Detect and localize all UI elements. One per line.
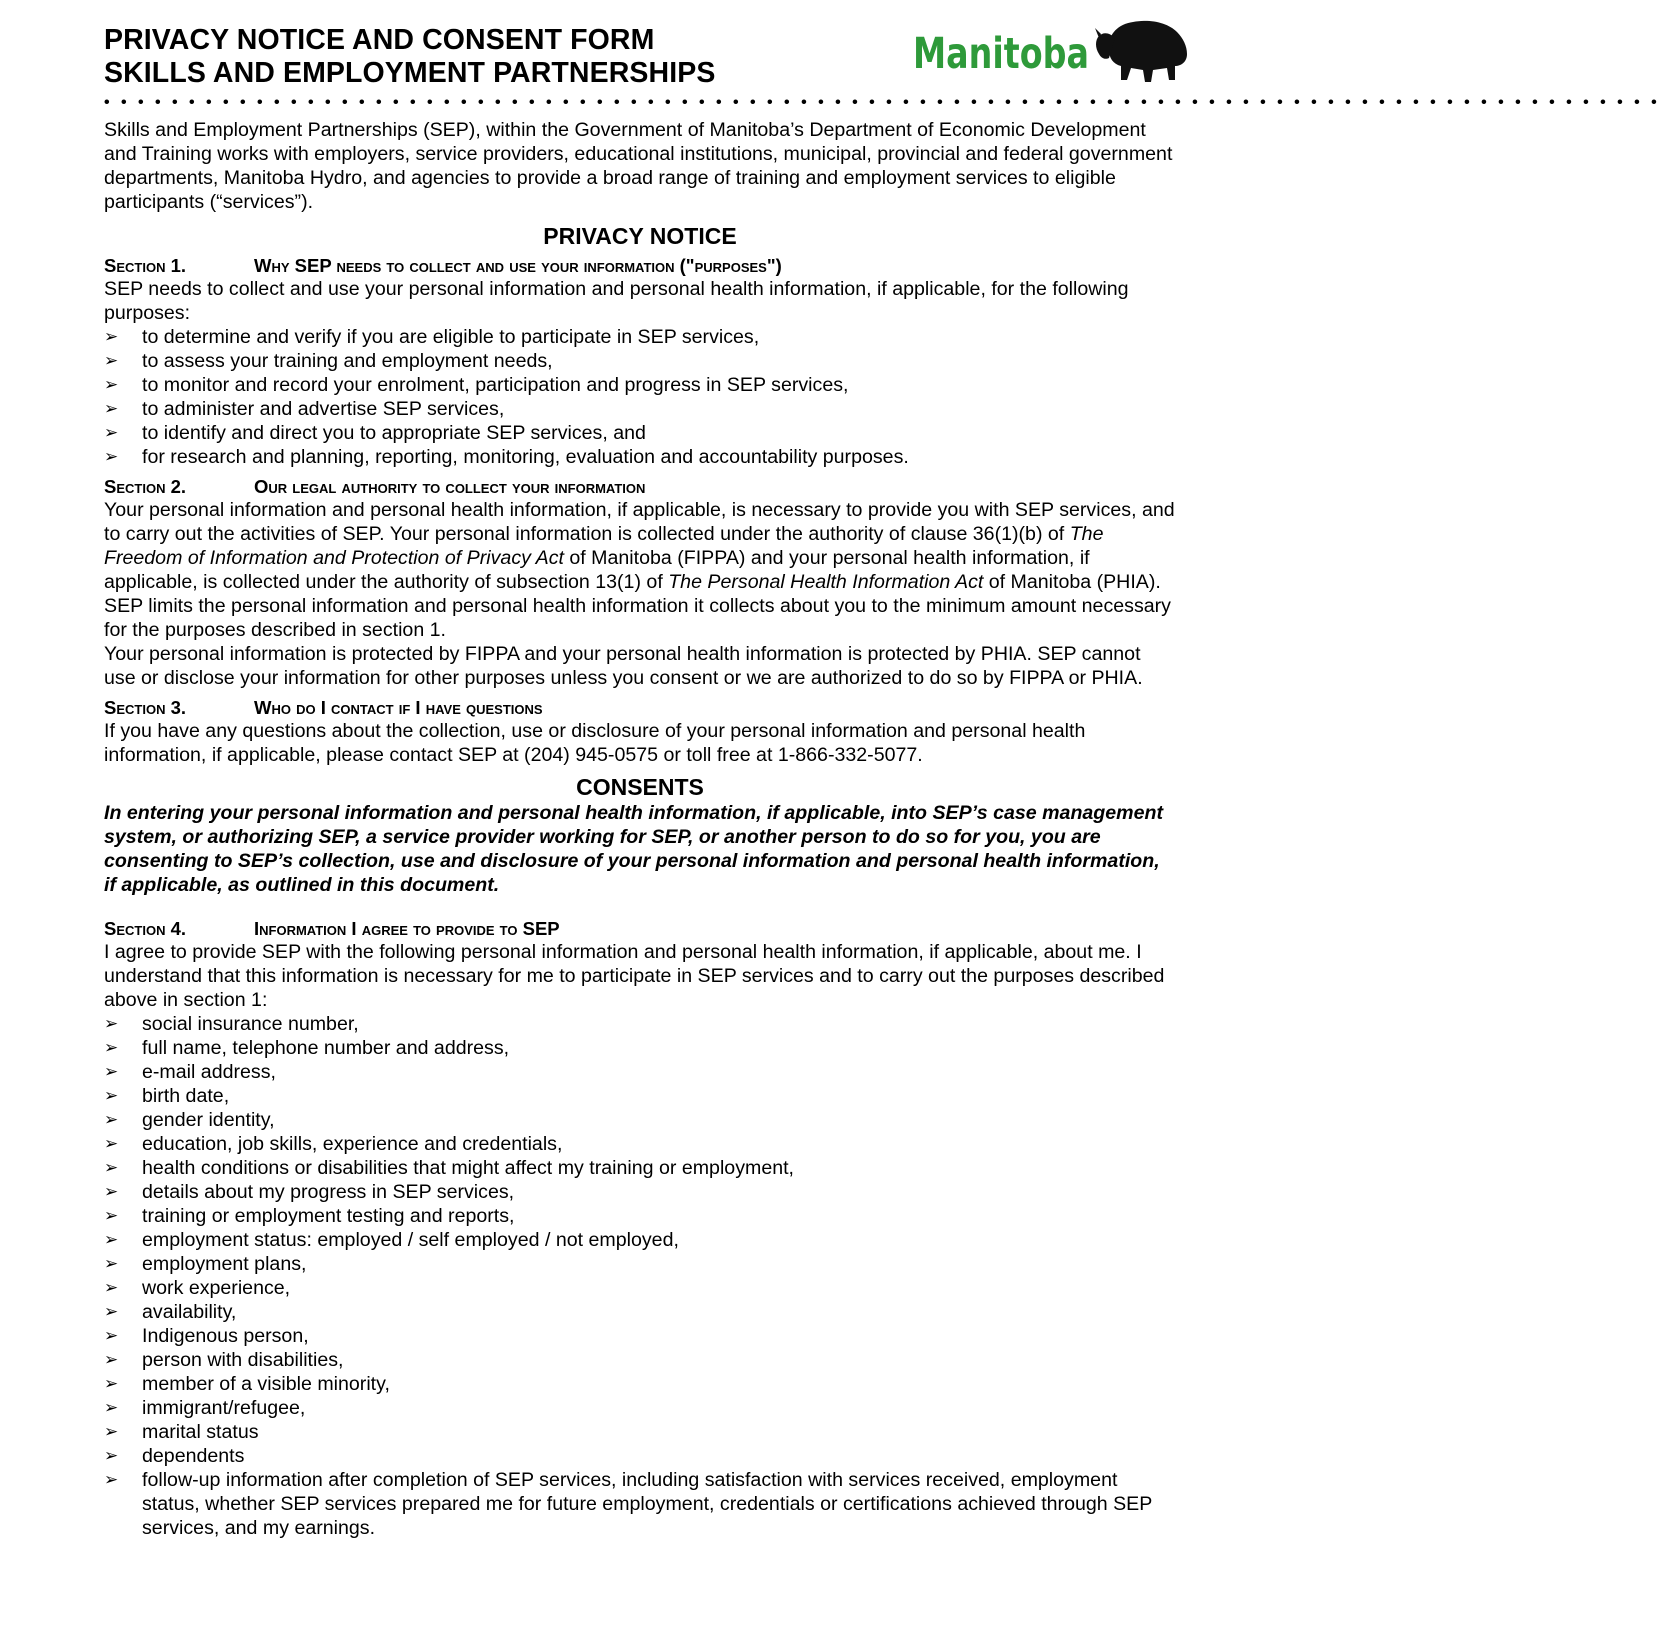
arrow-bullet-icon: ➢ (104, 1470, 119, 1489)
section-2-paragraph-2: Your personal information is protected by FIPPA and your personal health information is protected by PHIA. SEP cannot use or disclose your information for other purposes unless you consent or we are authorized to do so by FIPPA or PHIA. (104, 643, 1143, 689)
arrow-bullet-icon: ➢ (104, 1086, 119, 1105)
list-item: ➢ immigrant/refugee, (104, 1397, 306, 1419)
section-2-heading (104, 475, 1176, 498)
arrow-bullet-icon: ➢ (104, 1206, 119, 1225)
list-item: ➢ to assess your training and employment needs, (104, 350, 553, 372)
arrow-bullet-icon: ➢ (104, 1350, 119, 1369)
list-item: ➢ member of a visible minority, (104, 1373, 390, 1395)
arrow-bullet-icon: ➢ (104, 1398, 119, 1417)
section-3-title: Who do I contact if I have questions (254, 697, 543, 718)
section-2-title: Our legal authority to collect your information (254, 476, 646, 497)
purposes-list (104, 325, 1176, 469)
list-item: ➢ to monitor and record your enrolment, participation and progress in SEP services, (104, 374, 849, 396)
list-item: ➢ marital status (104, 1421, 259, 1443)
list-item: ➢ follow-up information after completion of SEP services, including satisfaction with services received, employment status, whether SEP services prepared me for future employment, credentials or certifications achieved through SEP services, and my earnings. (104, 1469, 1152, 1539)
section-1-number: Section 1. (104, 255, 187, 276)
arrow-bullet-icon: ➢ (104, 1254, 119, 1273)
list-item: ➢ work experience, (104, 1277, 291, 1299)
information-list (104, 1012, 1176, 1540)
list-item: ➢ employment plans, (104, 1253, 307, 1275)
document-title-line-2: SKILLS AND EMPLOYMENT PARTNERSHIPS (104, 57, 716, 89)
list-item: ➢ details about my progress in SEP services, (104, 1181, 515, 1203)
section-2-paragraph-1: Your personal information and personal health information, if applicable, is necessary to provide you with SEP services, and to carry out the activities of SEP. Your personal information is collected under the authority of clause 36(1)(b) of The Freedom of Information and Protection of Privacy Act of Manitoba (FIPPA) and your personal health information, if applicable, is collected under the authority of subsection 13(1) of The Personal Health Information Act of Manitoba (PHIA). SEP limits the personal information and personal health information it collects about you to the minimum amount necessary for the purposes described in section 1. (104, 499, 1175, 641)
list-item: ➢ availability, (104, 1301, 237, 1323)
arrow-bullet-icon: ➢ (104, 399, 119, 418)
arrow-bullet-icon: ➢ (104, 1374, 119, 1393)
document-page (104, 24, 1668, 1540)
section-2-number: Section 2. (104, 476, 187, 497)
arrow-bullet-icon: ➢ (104, 1158, 119, 1177)
section-4-lead: I agree to provide SEP with the following personal information and personal health information, if applicable, about me. I understand that this information is necessary for me to participate in SEP services and to carry out the purposes described above in section 1: (104, 941, 1165, 1011)
dotted-separator: •••••••••••••••••••••••••••••••••••••••••••••••••••••••••••••••••••••••••••••••••••••••••••• (104, 94, 1668, 111)
arrow-bullet-icon: ➢ (104, 351, 119, 370)
section-4-title: Information I agree to provide to SEP (254, 918, 560, 939)
arrow-bullet-icon: ➢ (104, 375, 119, 394)
manitoba-logo (909, 10, 1191, 90)
section-3-heading (104, 696, 1176, 719)
arrow-bullet-icon: ➢ (104, 1326, 119, 1345)
list-item: ➢ birth date, (104, 1085, 230, 1107)
section-3-number: Section 3. (104, 697, 187, 718)
list-item: ➢ dependents (104, 1445, 245, 1467)
bison-icon (1095, 21, 1187, 82)
arrow-bullet-icon: ➢ (104, 327, 119, 346)
arrow-bullet-icon: ➢ (104, 1278, 119, 1297)
list-item: ➢ to determine and verify if you are eligible to participate in SEP services, (104, 326, 760, 348)
phia-act-title: The Personal Health Information Act (668, 571, 984, 593)
list-item: ➢ full name, telephone number and address, (104, 1037, 510, 1059)
section-4-number: Section 4. (104, 918, 187, 939)
arrow-bullet-icon: ➢ (104, 1038, 119, 1057)
arrow-bullet-icon: ➢ (104, 1062, 119, 1081)
list-item: ➢ employment status: employed / self employed / not employed, (104, 1229, 679, 1251)
section-4-heading (104, 917, 1176, 940)
arrow-bullet-icon: ➢ (104, 1110, 119, 1129)
list-item: ➢ to identify and direct you to appropriate SEP services, and (104, 422, 646, 444)
privacy-notice-heading: PRIVACY NOTICE (543, 223, 737, 249)
list-item: ➢ person with disabilities, (104, 1349, 344, 1371)
document-header (104, 24, 1176, 94)
list-item: ➢ to administer and advertise SEP services, (104, 398, 505, 420)
list-item: ➢ gender identity, (104, 1109, 275, 1131)
list-item: ➢ health conditions or disabilities that might affect my training or employment, (104, 1157, 794, 1179)
fippa-act-title: The Freedom of Information and Protection of Privacy Act (104, 523, 1104, 569)
arrow-bullet-icon: ➢ (104, 447, 119, 466)
arrow-bullet-icon: ➢ (104, 1446, 119, 1465)
manitoba-wordmark: Manitoba (913, 29, 1089, 79)
arrow-bullet-icon: ➢ (104, 1422, 119, 1441)
arrow-bullet-icon: ➢ (104, 1134, 119, 1153)
arrow-bullet-icon: ➢ (104, 423, 119, 442)
consent-statement: In entering your personal information and personal health information, if applicable, into SEP’s case management system, or authorizing SEP, a service provider working for SEP, or another person to do so for you, you are consenting to SEP’s collection, use and disclosure of your personal information and personal health information, if applicable, as outlined in this document. (104, 802, 1163, 896)
list-item: ➢ training or employment testing and reports, (104, 1205, 515, 1227)
section-1-heading (104, 254, 1176, 277)
section-1-title: Why SEP needs to collect and use your information ("purposes") (254, 255, 782, 276)
list-item: ➢ education, job skills, experience and credentials, (104, 1133, 563, 1155)
arrow-bullet-icon: ➢ (104, 1230, 119, 1249)
arrow-bullet-icon: ➢ (104, 1302, 119, 1321)
document-title-line-1: PRIVACY NOTICE AND CONSENT FORM (104, 24, 655, 56)
list-item: ➢ Indigenous person, (104, 1325, 309, 1347)
list-item: ➢ e-mail address, (104, 1061, 276, 1083)
arrow-bullet-icon: ➢ (104, 1014, 119, 1033)
consents-heading: CONSENTS (576, 774, 704, 800)
intro-paragraph: Skills and Employment Partnerships (SEP), within the Government of Manitoba’s Department of Economic Development and Training works with employers, service providers, educational institutions, municipal, provincial and federal government departments, Manitoba Hydro, and agencies to provide a broad range of training and employment services to eligible participants (“services”). (104, 119, 1173, 213)
arrow-bullet-icon: ➢ (104, 1182, 119, 1201)
section-1-lead: SEP needs to collect and use your personal information and personal health information, if applicable, for the following purposes: (104, 278, 1129, 324)
list-item: ➢ social insurance number, (104, 1013, 359, 1035)
section-3-text: If you have any questions about the collection, use or disclosure of your personal information and personal health information, if applicable, please contact SEP at (204) 945-0575 or toll free at 1-866-332-5077. (104, 720, 1086, 766)
list-item: ➢ for research and planning, reporting, monitoring, evaluation and accountability purposes. (104, 446, 909, 468)
